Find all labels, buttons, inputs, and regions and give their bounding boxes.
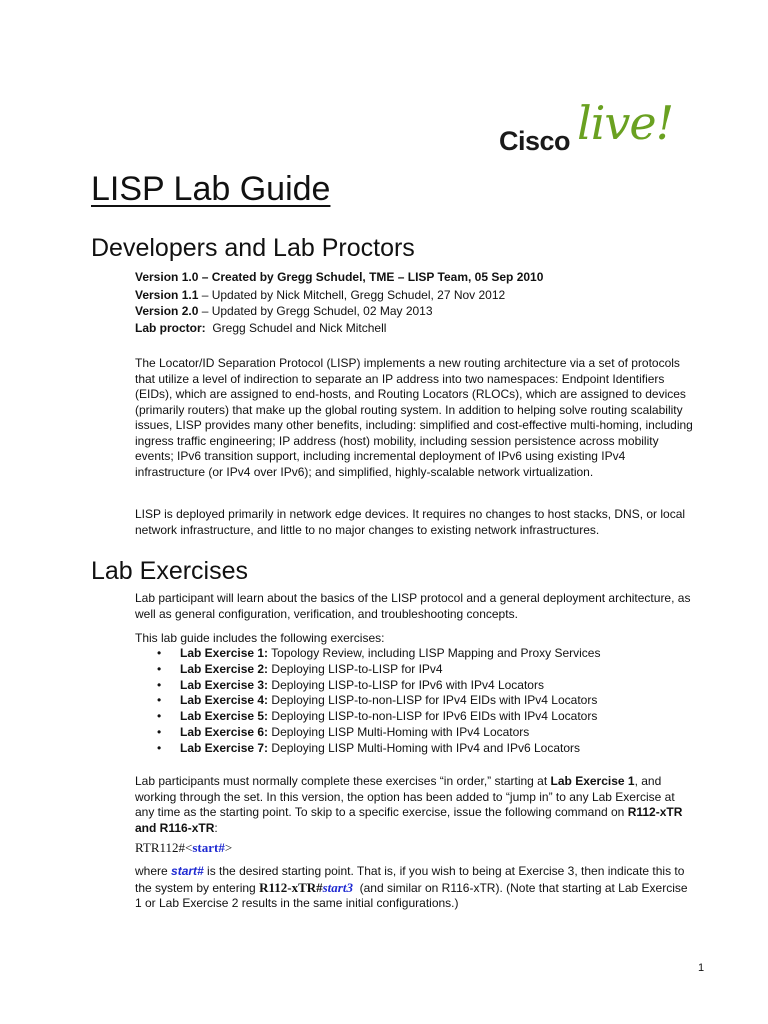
version-1-1-text: – Updated by Nick Mitchell, Gregg Schudel, 27 Nov 2012 bbox=[198, 288, 506, 302]
start-explanation-paragraph: where start# is the desired starting point. That is, if you wish to being at Exercise 3, then indicate this to the system by entering R112-xTR#start3 (and similar on R116-xTR). (Note that starting at Lab Exercise 1 or Lab Exercise 2 results in the same initial configurations.) bbox=[135, 864, 691, 910]
lab-proctor-text: Gregg Schudel and Nick Mitchell bbox=[205, 321, 387, 335]
list-item: • Lab Exercise 5: Deploying LISP-to-non-LISP for IPv6 EIDs with IPv4 Locators bbox=[157, 709, 598, 724]
exercises-list-intro: This lab guide includes the following exercises: bbox=[135, 631, 385, 645]
version-2-0-text: – Updated by Gregg Schudel, 02 May 2013 bbox=[198, 304, 433, 318]
list-item: • Lab Exercise 3: Deploying LISP-to-LISP for IPv6 with IPv4 Locators bbox=[157, 677, 544, 692]
list-item: • Lab Exercise 7: Deploying LISP Multi-Homing with IPv4 and IPv6 Locators bbox=[157, 740, 580, 755]
page-number: 1 bbox=[698, 962, 705, 974]
logo-live-script: live! bbox=[577, 96, 674, 150]
start-command: RTR112#<start#> bbox=[135, 840, 233, 855]
developers-heading: Developers and Lab Proctors bbox=[91, 234, 415, 262]
lab-exercises-heading: Lab Exercises bbox=[91, 557, 249, 585]
list-item: • Lab Exercise 6: Deploying LISP Multi-Homing with IPv4 Locators bbox=[157, 724, 530, 739]
list-item: • Lab Exercise 2: Deploying LISP-to-LISP for IPv4 bbox=[157, 661, 443, 676]
logo-cisco-word: Cisco bbox=[499, 126, 571, 156]
version-2-0-line bbox=[135, 303, 433, 319]
version-1-1-label: Version 1.1 bbox=[135, 288, 199, 302]
lab-proctor-line bbox=[135, 320, 386, 336]
version-1-0-line bbox=[135, 269, 543, 285]
exercise-list bbox=[135, 646, 600, 757]
version-1-1-line bbox=[135, 287, 505, 303]
deployment-paragraph: LISP is deployed primarily in network edge devices. It requires no changes to host stacks, DNS, or local network infrastructure, and little to no major changes to existing network infrastructures. bbox=[135, 507, 686, 537]
cisco-live-logo bbox=[499, 96, 679, 160]
list-item: • Lab Exercise 4: Deploying LISP-to-non-LISP for IPv4 EIDs with IPv4 Locators bbox=[157, 693, 598, 708]
order-paragraph: Lab participants must normally complete these exercises “in order,” starting at Lab Exercise 1, and working through the set. In this version, the option has been added to “jump in” to any Lab Exercise at any time as the starting point. To skip to a specific exercise, issue the following command on R112-xTR and R116-xTR: bbox=[135, 774, 683, 835]
version-1-0-text: Version 1.0 – Created by Gregg Schudel, TME – LISP Team, 05 Sep 2010 bbox=[135, 270, 544, 284]
version-2-0-label: Version 2.0 bbox=[135, 304, 199, 318]
page-title: LISP Lab Guide bbox=[91, 170, 331, 208]
exercises-intro-paragraph: Lab participant will learn about the basics of the LISP protocol and a general deployment architecture, as well as general configuration, verification, and troubleshooting concepts. bbox=[135, 591, 691, 621]
lab-proctor-label: Lab proctor: bbox=[135, 321, 206, 335]
intro-paragraph: The Locator/ID Separation Protocol (LISP) implements a new routing architecture via a set of protocols that utilize a level of indirection to separate an IP address into two namespaces: Endpoint Identifiers (EIDs), which are assigned to end-hosts, and Routing Locators (RLOCs), which are assigned to devices (primarily routers) that make up the global routing system. In addition to helping solve routing scalability issues, LISP provides many other benefits, including: simplified and cost-effective multi-homing, including ingress traffic engineering; IP address (host) mobility, including session persistence across mobility events; IPv6 transition support, including incremental deployment of IPv6 using existing IPv4 infrastructure (or IPv4 over IPv6); and simplified, highly-scalable network virtualization. bbox=[135, 356, 693, 479]
list-item: • Lab Exercise 1: Topology Review, including LISP Mapping and Proxy Services bbox=[157, 646, 601, 660]
